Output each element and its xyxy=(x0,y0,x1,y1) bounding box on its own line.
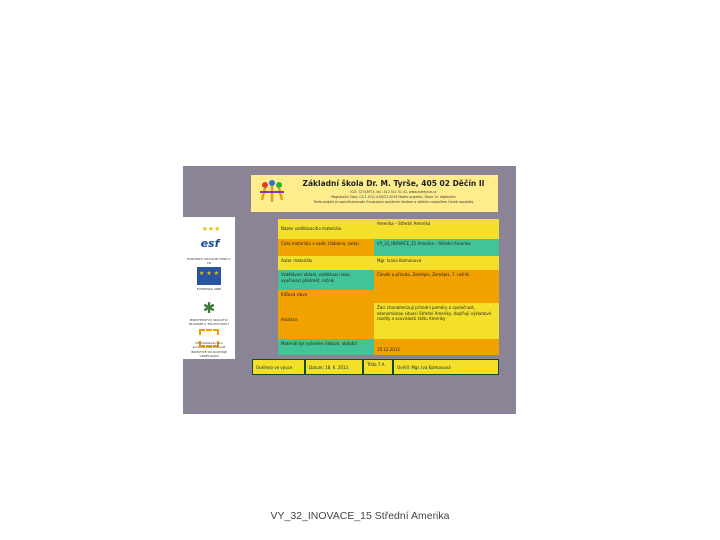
slide-image xyxy=(183,166,516,414)
created-value: 15.12.2012 xyxy=(374,339,499,355)
funding-line: Tento projekt je spolufinancován Evropským sociálním fondem a státním rozpočtem České republiky xyxy=(313,200,474,204)
author-value: Mgr. Ivana Kolmanová xyxy=(374,256,499,270)
keywords-value xyxy=(374,290,499,303)
annotation-label: Anotace xyxy=(278,303,374,339)
annotation-value: Žáci charakterizují přírodní poměry a společnost, ekonomickou situaci Střední Ameriky, doplňují výkladové rozdíly a souvislosti státu Ameriky xyxy=(374,303,499,339)
eu-flag-icon: ★ ★ ★ xyxy=(197,267,221,285)
keywords-label: Klíčová slova xyxy=(278,290,374,303)
invest-caption: INVESTICE DO ROZVOJE VZDĚLÁVÁNÍ xyxy=(191,350,227,358)
project-line: Registrační číslo: CZ.1.07/1.4.00/21.2019 Název projektu: Škola 'in' digitálním xyxy=(331,195,456,199)
verified-date: Datum: 18. 6. 2013 xyxy=(305,359,363,375)
slide-caption: VY_32_INOVACE_15 Střední Amerika xyxy=(270,510,450,522)
op-caption: OP Vzdělávání pro konkurenceschopnost xyxy=(192,341,226,349)
school-title: Základní škola Dr. M. Tyrše, 405 02 Děčín II xyxy=(302,179,485,188)
material-number-label: Číslo materiálu v sadě, (šablona, sada) xyxy=(278,239,374,256)
author-label: Autor materiálu xyxy=(278,256,374,270)
material-name-value: Amerika – Střední Amerika xyxy=(374,219,499,239)
ministry-caption: MINISTERSTVO ŠKOLSTVÍ, MLÁDEŽE A TĚLOVÝCHOVY xyxy=(188,318,230,326)
esf-logo xyxy=(195,225,225,261)
eu-caption: EVROPSKÁ UNIE xyxy=(196,287,222,291)
subject-value: Člověk a příroda, Zeměpis, Zeměpis, 7. ročník xyxy=(374,270,499,290)
school-header xyxy=(251,175,498,212)
esf-logo-text: esf xyxy=(200,237,220,250)
material-name-label: Název vzdělávacího materiálu xyxy=(278,219,374,239)
subject-label: Vzdělávací oblast, vzdělávací obor, vyučovací předmět, ročník xyxy=(278,270,374,290)
school-contact: IČO: 72743973, tel.: 412 511 51 41, www.zsmtyrse.cz xyxy=(350,190,437,194)
school-logo-icon xyxy=(257,178,287,208)
ministry-logo-icon: ✱ xyxy=(202,299,216,317)
logo-strip xyxy=(183,217,235,359)
esf-caption: EVROPSKÝ SOCIÁLNÍ FOND V ČR xyxy=(187,257,231,265)
stars-icon: ★★★ xyxy=(201,225,221,233)
verified-by: Ověřil: Mgr. Iva Kolmanová xyxy=(393,359,499,375)
verified-label: Ověřeno ve výuce xyxy=(252,359,305,375)
material-number-value: VY_32_INOVACE_15 Amerika – Střední Amerika xyxy=(374,239,499,256)
verified-class: Třída 7.A xyxy=(363,359,393,375)
created-label: Materiál byl vytvořen (datum, období) xyxy=(278,339,374,355)
